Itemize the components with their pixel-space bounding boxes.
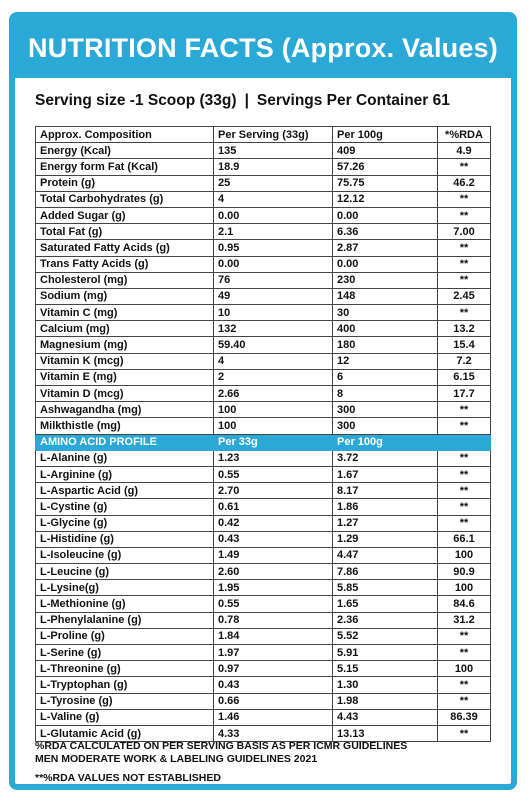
cell-name: Trans Fatty Acids (g) bbox=[36, 256, 214, 272]
amino-acid-row bbox=[36, 547, 491, 563]
servings-per-container: Servings Per Container 61 bbox=[256, 92, 450, 109]
cell-name: L-Cystine (g) bbox=[36, 499, 214, 515]
cell-per-100g: 6 bbox=[333, 369, 438, 385]
cell-per-100g: 1.27 bbox=[333, 515, 438, 531]
cell-per-100g: 5.15 bbox=[333, 661, 438, 677]
amino-acid-header-row bbox=[36, 434, 491, 450]
nutrition-table bbox=[35, 126, 491, 742]
cell-rda: ** bbox=[438, 515, 491, 531]
cell-name: L-Proline (g) bbox=[36, 628, 214, 644]
cell-rda: ** bbox=[438, 466, 491, 482]
cell-rda: ** bbox=[438, 725, 491, 741]
cell-per-serving: 10 bbox=[214, 305, 333, 321]
amino-acid-row bbox=[36, 709, 491, 725]
cell-rda: ** bbox=[438, 418, 491, 434]
amino-acid-row bbox=[36, 466, 491, 482]
header-composition: Approx. Composition bbox=[36, 127, 214, 143]
nutrient-row bbox=[36, 402, 491, 418]
cell-per-serving: 1.97 bbox=[214, 645, 333, 661]
cell-rda: 15.4 bbox=[438, 337, 491, 353]
cell-per-100g: 75.75 bbox=[333, 175, 438, 191]
nutrient-row bbox=[36, 337, 491, 353]
cell-rda: 84.6 bbox=[438, 596, 491, 612]
nutrient-row bbox=[36, 321, 491, 337]
cell-rda: 7.2 bbox=[438, 353, 491, 369]
cell-per-serving: 76 bbox=[214, 272, 333, 288]
cell-name: L-Serine (g) bbox=[36, 645, 214, 661]
cell-per-100g: 230 bbox=[333, 272, 438, 288]
cell-name: L-Valine (g) bbox=[36, 709, 214, 725]
cell-per-100g: 57.26 bbox=[333, 159, 438, 175]
cell-per-serving: 1.95 bbox=[214, 580, 333, 596]
cell-per-100g: 0.00 bbox=[333, 207, 438, 223]
amino-header-rda bbox=[438, 434, 491, 450]
cell-per-100g: 8.17 bbox=[333, 483, 438, 499]
rda-footnote bbox=[35, 740, 407, 766]
cell-rda: ** bbox=[438, 499, 491, 515]
nutrient-row bbox=[36, 353, 491, 369]
cell-per-serving: 0.00 bbox=[214, 207, 333, 223]
cell-per-serving: 100 bbox=[214, 402, 333, 418]
cell-per-serving: 0.97 bbox=[214, 661, 333, 677]
nutrient-row bbox=[36, 159, 491, 175]
cell-per-100g: 6.36 bbox=[333, 224, 438, 240]
title-bar bbox=[15, 18, 511, 78]
amino-header-per-33g: Per 33g bbox=[214, 434, 333, 450]
cell-per-100g: 1.29 bbox=[333, 531, 438, 547]
cell-name: L-Histidine (g) bbox=[36, 531, 214, 547]
cell-per-serving: 100 bbox=[214, 418, 333, 434]
header-per-serving: Per Serving (33g) bbox=[214, 127, 333, 143]
table-header-row bbox=[36, 127, 491, 143]
cell-per-serving: 0.43 bbox=[214, 677, 333, 693]
cell-name: Saturated Fatty Acids (g) bbox=[36, 240, 214, 256]
cell-per-serving: 0.78 bbox=[214, 612, 333, 628]
cell-name: L-Glutamic Acid (g) bbox=[36, 725, 214, 741]
cell-per-serving: 2.60 bbox=[214, 564, 333, 580]
cell-rda: ** bbox=[438, 628, 491, 644]
cell-per-100g: 1.30 bbox=[333, 677, 438, 693]
serving-size: Serving size -1 Scoop (33g) bbox=[35, 92, 237, 109]
cell-name: Magnesium (mg) bbox=[36, 337, 214, 353]
cell-per-serving: 1.49 bbox=[214, 547, 333, 563]
amino-acid-row bbox=[36, 677, 491, 693]
cell-rda: 2.45 bbox=[438, 288, 491, 304]
cell-rda: 100 bbox=[438, 661, 491, 677]
nutrient-row bbox=[36, 175, 491, 191]
rda-footnote-line1: %RDA CALCULATED ON PER SERVING BASIS AS PER ICMR GUIDELINES bbox=[35, 740, 408, 752]
nutrition-panel bbox=[9, 12, 517, 790]
cell-per-serving: 18.9 bbox=[214, 159, 333, 175]
amino-header-per-100g: Per 100g bbox=[333, 434, 438, 450]
cell-name: L-Aspartic Acid (g) bbox=[36, 483, 214, 499]
cell-name: Energy form Fat (Kcal) bbox=[36, 159, 214, 175]
cell-per-100g: 2.36 bbox=[333, 612, 438, 628]
nutrient-row bbox=[36, 288, 491, 304]
cell-per-100g: 1.86 bbox=[333, 499, 438, 515]
cell-rda: ** bbox=[438, 159, 491, 175]
cell-per-serving: 2.70 bbox=[214, 483, 333, 499]
nutrient-row bbox=[36, 305, 491, 321]
cell-name: L-Lysine(g) bbox=[36, 580, 214, 596]
cell-rda: 46.2 bbox=[438, 175, 491, 191]
cell-name: Total Fat (g) bbox=[36, 224, 214, 240]
cell-per-100g: 7.86 bbox=[333, 564, 438, 580]
cell-per-100g: 409 bbox=[333, 143, 438, 159]
amino-acid-row bbox=[36, 580, 491, 596]
cell-name: Ashwagandha (mg) bbox=[36, 402, 214, 418]
cell-rda: ** bbox=[438, 693, 491, 709]
amino-acid-row bbox=[36, 596, 491, 612]
cell-rda: 31.2 bbox=[438, 612, 491, 628]
cell-per-100g: 1.65 bbox=[333, 596, 438, 612]
amino-acid-row bbox=[36, 661, 491, 677]
cell-per-100g: 1.67 bbox=[333, 466, 438, 482]
cell-rda: 90.9 bbox=[438, 564, 491, 580]
cell-name: Sodium (mg) bbox=[36, 288, 214, 304]
cell-name: Vitamin E (mg) bbox=[36, 369, 214, 385]
cell-per-100g: 5.52 bbox=[333, 628, 438, 644]
panel-title: NUTRITION FACTS (Approx. Values) bbox=[28, 32, 498, 63]
cell-per-serving: 4 bbox=[214, 191, 333, 207]
cell-per-serving: 0.43 bbox=[214, 531, 333, 547]
cell-name: L-Leucine (g) bbox=[36, 564, 214, 580]
cell-name: Added Sugar (g) bbox=[36, 207, 214, 223]
cell-per-100g: 300 bbox=[333, 418, 438, 434]
cell-rda: ** bbox=[438, 450, 491, 466]
cell-per-100g: 180 bbox=[333, 337, 438, 353]
cell-per-serving: 2.66 bbox=[214, 386, 333, 402]
cell-name: Total Carbohydrates (g) bbox=[36, 191, 214, 207]
cell-per-serving: 0.42 bbox=[214, 515, 333, 531]
cell-name: L-Tryptophan (g) bbox=[36, 677, 214, 693]
cell-rda: 13.2 bbox=[438, 321, 491, 337]
amino-acid-row bbox=[36, 612, 491, 628]
serving-separator: | bbox=[244, 92, 249, 109]
amino-acid-profile-label: AMINO ACID PROFILE bbox=[36, 434, 214, 450]
nutrient-row bbox=[36, 207, 491, 223]
cell-name: L-Threonine (g) bbox=[36, 661, 214, 677]
cell-per-serving: 0.00 bbox=[214, 256, 333, 272]
cell-per-serving: 132 bbox=[214, 321, 333, 337]
cell-rda: 6.15 bbox=[438, 369, 491, 385]
cell-per-serving: 4 bbox=[214, 353, 333, 369]
cell-rda: ** bbox=[438, 256, 491, 272]
cell-name: Cholesterol (mg) bbox=[36, 272, 214, 288]
cell-name: L-Glycine (g) bbox=[36, 515, 214, 531]
cell-per-100g: 5.91 bbox=[333, 645, 438, 661]
cell-name: Milkthistle (mg) bbox=[36, 418, 214, 434]
cell-name: Vitamin D (mcg) bbox=[36, 386, 214, 402]
cell-per-serving: 59.40 bbox=[214, 337, 333, 353]
cell-name: L-Tyrosine (g) bbox=[36, 693, 214, 709]
cell-per-serving: 0.61 bbox=[214, 499, 333, 515]
cell-per-100g: 300 bbox=[333, 402, 438, 418]
cell-per-serving: 25 bbox=[214, 175, 333, 191]
cell-name: L-Isoleucine (g) bbox=[36, 547, 214, 563]
amino-acid-row bbox=[36, 450, 491, 466]
cell-rda: 66.1 bbox=[438, 531, 491, 547]
nutrient-row bbox=[36, 224, 491, 240]
cell-per-100g: 30 bbox=[333, 305, 438, 321]
amino-acid-row bbox=[36, 515, 491, 531]
cell-per-100g: 8 bbox=[333, 386, 438, 402]
cell-rda: ** bbox=[438, 191, 491, 207]
cell-name: L-Phenylalanine (g) bbox=[36, 612, 214, 628]
cell-rda: 100 bbox=[438, 547, 491, 563]
not-established-footnote: **%RDA VALUES NOT ESTABLISHED bbox=[35, 772, 221, 784]
cell-rda: 86.39 bbox=[438, 709, 491, 725]
header-rda: *%RDA bbox=[438, 127, 491, 143]
cell-rda: ** bbox=[438, 483, 491, 499]
cell-name: Protein (g) bbox=[36, 175, 214, 191]
cell-per-100g: 148 bbox=[333, 288, 438, 304]
amino-acid-row bbox=[36, 693, 491, 709]
cell-per-serving: 1.84 bbox=[214, 628, 333, 644]
amino-acid-row bbox=[36, 564, 491, 580]
cell-rda: ** bbox=[438, 207, 491, 223]
cell-rda: 17.7 bbox=[438, 386, 491, 402]
cell-per-serving: 1.46 bbox=[214, 709, 333, 725]
cell-per-100g: 1.98 bbox=[333, 693, 438, 709]
amino-acid-row bbox=[36, 499, 491, 515]
cell-per-100g: 5.85 bbox=[333, 580, 438, 596]
nutrient-row bbox=[36, 272, 491, 288]
amino-acid-row bbox=[36, 628, 491, 644]
nutrient-row bbox=[36, 418, 491, 434]
serving-info bbox=[35, 92, 450, 110]
cell-per-100g: 12.12 bbox=[333, 191, 438, 207]
nutrient-row bbox=[36, 369, 491, 385]
cell-name: Energy (Kcal) bbox=[36, 143, 214, 159]
cell-rda: ** bbox=[438, 272, 491, 288]
cell-name: Vitamin C (mg) bbox=[36, 305, 214, 321]
cell-per-100g: 3.72 bbox=[333, 450, 438, 466]
nutrient-row bbox=[36, 256, 491, 272]
amino-acid-row bbox=[36, 645, 491, 661]
cell-name: L-Arginine (g) bbox=[36, 466, 214, 482]
cell-name: Calcium (mg) bbox=[36, 321, 214, 337]
nutrient-row bbox=[36, 386, 491, 402]
nutrient-row bbox=[36, 240, 491, 256]
cell-name: Vitamin K (mcg) bbox=[36, 353, 214, 369]
amino-acid-row bbox=[36, 531, 491, 547]
cell-per-100g: 400 bbox=[333, 321, 438, 337]
cell-rda: 100 bbox=[438, 580, 491, 596]
nutrient-row bbox=[36, 191, 491, 207]
cell-per-serving: 0.66 bbox=[214, 693, 333, 709]
cell-per-100g: 2.87 bbox=[333, 240, 438, 256]
cell-per-100g: 4.47 bbox=[333, 547, 438, 563]
cell-per-serving: 0.95 bbox=[214, 240, 333, 256]
cell-name: L-Methionine (g) bbox=[36, 596, 214, 612]
cell-per-serving: 49 bbox=[214, 288, 333, 304]
cell-per-serving: 2.1 bbox=[214, 224, 333, 240]
cell-per-serving: 1.23 bbox=[214, 450, 333, 466]
cell-per-serving: 0.55 bbox=[214, 466, 333, 482]
cell-rda: ** bbox=[438, 677, 491, 693]
cell-rda: 7.00 bbox=[438, 224, 491, 240]
cell-per-serving: 4.33 bbox=[214, 725, 333, 741]
cell-rda: 4.9 bbox=[438, 143, 491, 159]
cell-per-100g: 12 bbox=[333, 353, 438, 369]
cell-rda: ** bbox=[438, 645, 491, 661]
cell-per-serving: 135 bbox=[214, 143, 333, 159]
cell-per-serving: 2 bbox=[214, 369, 333, 385]
cell-per-100g: 13.13 bbox=[333, 725, 438, 741]
nutrient-row bbox=[36, 143, 491, 159]
amino-acid-row bbox=[36, 483, 491, 499]
cell-rda: ** bbox=[438, 305, 491, 321]
cell-rda: ** bbox=[438, 402, 491, 418]
cell-per-100g: 4.43 bbox=[333, 709, 438, 725]
cell-per-100g: 0.00 bbox=[333, 256, 438, 272]
cell-name: L-Alanine (g) bbox=[36, 450, 214, 466]
cell-per-serving: 0.55 bbox=[214, 596, 333, 612]
header-per-100g: Per 100g bbox=[333, 127, 438, 143]
cell-rda: ** bbox=[438, 240, 491, 256]
rda-footnote-line2: MEN MODERATE WORK & LABELING GUIDELINES 2021 bbox=[35, 753, 318, 765]
